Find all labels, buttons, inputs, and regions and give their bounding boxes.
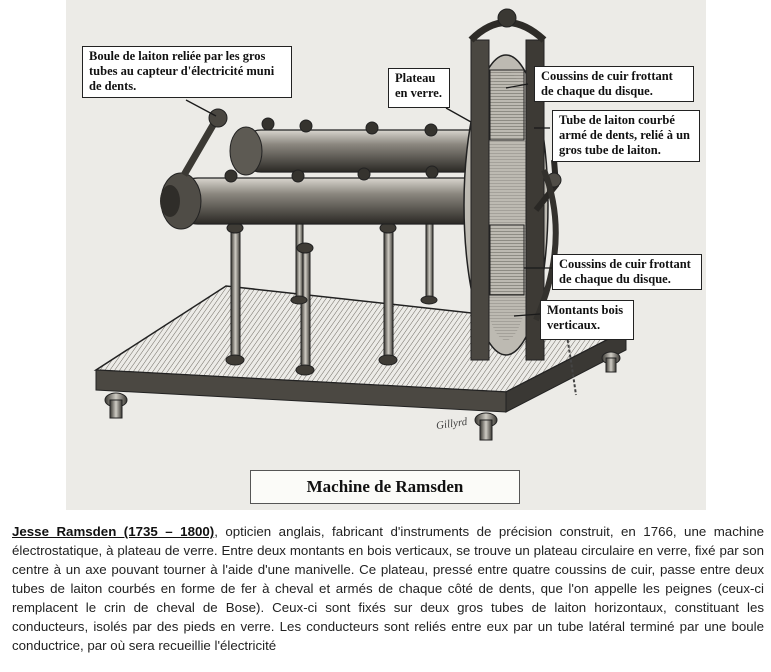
ramsden-link[interactable]: Jesse Ramsden (1735 – 1800) — [12, 524, 215, 539]
callout-coussins-haut: Coussins de cuir frottant de chaque du disque. — [534, 66, 694, 102]
engraver-signature: Gillyrd — [435, 415, 469, 433]
lateral-tube — [184, 120, 216, 175]
callout-montants: Montants bois verticaux. — [540, 300, 634, 340]
callout-tube: Tube de laiton courbé armé de dents, relié à un gros tube de laiton. — [552, 110, 700, 162]
cushion-top — [490, 70, 524, 140]
description-paragraph — [12, 522, 764, 655]
wooden-upright-left — [471, 40, 489, 360]
description-text: , opticien anglais, fabricant d'instruments de précision construit, en 1766, une machine électrostatique, à plateau de verre. Entre deux montants en bois verticaux, se trouve un plateau circulaire en verre, fixé par son centre à un axe pouvant tourner à l'aide d'une manivelle. Ce plateau, pressé entre quatre coussins de cuir, passe entre deux tubes de laiton courbés en forme de fer à cheval et armés de chaque côté de dents, que l'on appelle les peignes (ceux-ci remplacent le crin de cheval de Bose). Ceux-ci sont fixés sur deux gros tubes de laiton horizontaux, constituant les conducteurs, isolés par des pieds en verre. Les conducteurs sont reliés entre eux par un tube latéral terminé par une boule conductrice, par où sera recueillie l'électricité — [12, 524, 764, 653]
conductor-ball — [209, 109, 227, 127]
figure-caption: Machine de Ramsden — [250, 470, 520, 504]
callout-boule: Boule de laiton reliée par les gros tubes au capteur d'électricité muni de dents. — [82, 46, 292, 98]
cushion-bottom — [490, 225, 524, 295]
callout-plateau: Plateau en verre. — [388, 68, 450, 108]
callout-coussins-bas: Coussins de cuir frottant de chaque du disque. — [552, 254, 702, 290]
engraving-figure — [66, 0, 706, 510]
front-conductor-tube — [176, 178, 506, 224]
